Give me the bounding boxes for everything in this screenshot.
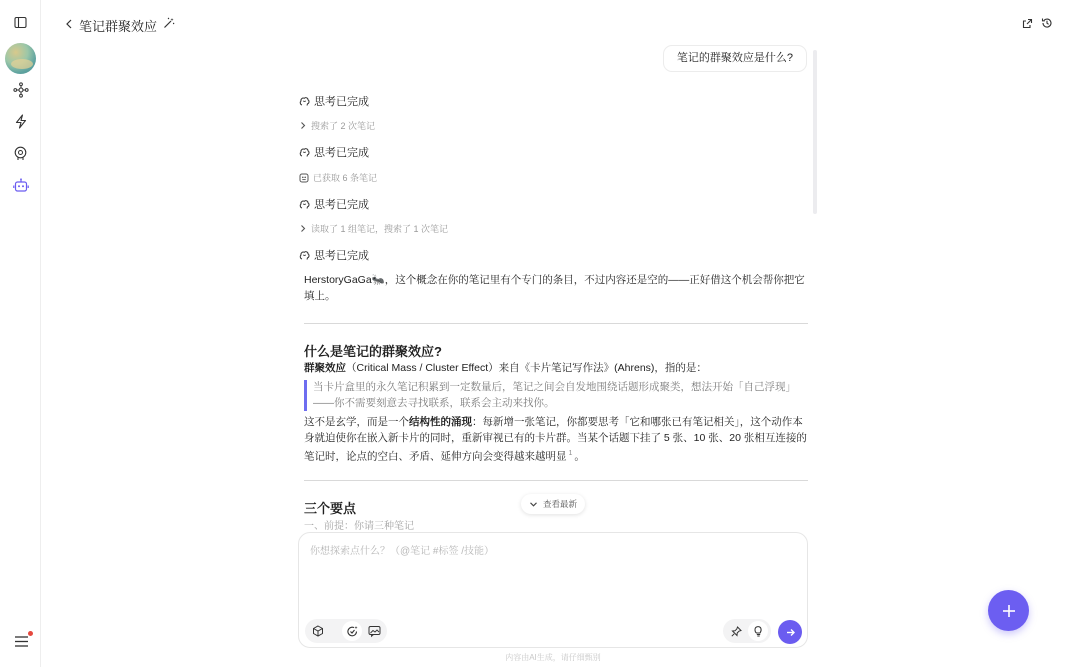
- chat-scrollbar[interactable]: [813, 50, 817, 214]
- input-tools-right: [723, 619, 771, 643]
- search-step[interactable]: [299, 119, 375, 132]
- brain-small-icon: [299, 96, 310, 107]
- robot-icon[interactable]: [8, 173, 33, 198]
- read-step[interactable]: [299, 222, 448, 235]
- thinking-step[interactable]: [299, 144, 369, 160]
- step-label: 思考已完成: [314, 199, 369, 211]
- plus-icon: [1001, 603, 1017, 619]
- step-label: 已获取 6 条笔记: [313, 173, 378, 183]
- thinking-step[interactable]: [299, 196, 369, 212]
- send-button[interactable]: [778, 620, 802, 644]
- chat-input[interactable]: [310, 542, 798, 602]
- page-title: 笔记群聚效应: [79, 18, 158, 34]
- cube-icon[interactable]: [308, 621, 328, 641]
- thinking-step[interactable]: [299, 247, 369, 263]
- chevron-right-icon: [299, 121, 307, 130]
- input-tools-left: [305, 619, 387, 643]
- header: [65, 15, 175, 35]
- view-latest-button[interactable]: [521, 494, 585, 514]
- avatar[interactable]: [5, 43, 36, 74]
- chat-input-box: [298, 532, 808, 648]
- graph-icon[interactable]: [8, 77, 33, 102]
- share-icon[interactable]: [1022, 16, 1033, 34]
- brain-small-icon: [299, 199, 310, 210]
- explanation-end: 。: [574, 450, 585, 463]
- definition-term: 群聚效应: [304, 362, 346, 374]
- divider: [304, 323, 808, 324]
- user-message-bubble: 笔记的群聚效应是什么?: [663, 45, 807, 72]
- magic-wand-icon[interactable]: [163, 16, 175, 34]
- view-latest-label: 查看最新: [543, 499, 578, 509]
- ai-disclaimer: 内容由AI生成，请仔细甄别: [505, 653, 601, 662]
- blockquote: 当卡片盒里的永久笔记积累到一定数量后，笔记之间会自发地围绕话题形成聚类，想法开始「自己浮现」——你不需要刻意去寻找联系，联系会主动来找你。: [304, 380, 808, 411]
- thinking-step[interactable]: [299, 93, 369, 109]
- divider: [304, 480, 808, 481]
- partial-line: 一、前提：你请三种笔记: [304, 521, 414, 532]
- chevron-down-icon: [529, 501, 538, 508]
- citation-ref[interactable]: 1: [568, 450, 573, 457]
- step-label: 思考已完成: [314, 147, 369, 159]
- section-heading: 三个要点: [304, 501, 357, 516]
- left-sidebar: [0, 0, 41, 667]
- step-label: 搜索了 2 次笔记: [311, 121, 376, 131]
- lightning-icon[interactable]: [8, 109, 33, 134]
- step-label: 思考已完成: [314, 250, 369, 262]
- brain-small-icon: [299, 147, 310, 158]
- step-label: 读取了 1 组笔记，搜索了 1 次笔记: [311, 224, 449, 234]
- image-chat-icon[interactable]: [364, 621, 384, 641]
- header-actions: [1022, 16, 1053, 34]
- explanation-text-a: 这不是玄学，而是一个: [304, 416, 409, 428]
- brain-small-icon: [299, 250, 310, 261]
- explanation-text-b: ：每新增一张笔记，你都要思考「它和哪张已有笔记相关」，这个动作本身就迫使你在嵌入新卡片的同时，重新审视已有的卡片群。当某个话题下挂了 5 张、10 张、20 张相互连接的笔记时，论点的空白、矛盾、延伸方向会变得越来越明显: [304, 416, 807, 463]
- step-label: 思考已完成: [314, 96, 369, 108]
- fetch-step[interactable]: [299, 171, 377, 184]
- history-icon[interactable]: [1041, 16, 1053, 34]
- bulb-icon[interactable]: [748, 621, 768, 641]
- answer-intro: HerstoryGaGa🐜，这个概念在你的笔记里有个专门的条目，不过内容还是空的——正好借这个机会帮你把它填上。: [304, 274, 805, 302]
- definition-paragraph: [304, 361, 808, 377]
- new-chat-fab[interactable]: [988, 590, 1029, 631]
- arrow-right-icon: [785, 627, 796, 638]
- chevron-right-icon: [299, 224, 307, 233]
- sidebar-toggle-icon[interactable]: [8, 10, 33, 35]
- explanation-bold: 结构性的涌现: [409, 416, 472, 428]
- brain-icon[interactable]: [8, 141, 33, 166]
- notification-dot: [28, 631, 33, 636]
- notes-fetch-icon: [299, 173, 309, 183]
- explanation-paragraph: [304, 415, 808, 465]
- definition-text: （Critical Mass / Cluster Effect）来自《卡片笔记写作法》(Ahrens)，指的是：: [346, 362, 707, 374]
- chevron-left-icon[interactable]: [65, 16, 73, 34]
- section-heading: 什么是笔记的群聚效应?: [304, 344, 442, 359]
- sparkle-search-icon[interactable]: [342, 621, 362, 641]
- pin-icon[interactable]: [726, 621, 746, 641]
